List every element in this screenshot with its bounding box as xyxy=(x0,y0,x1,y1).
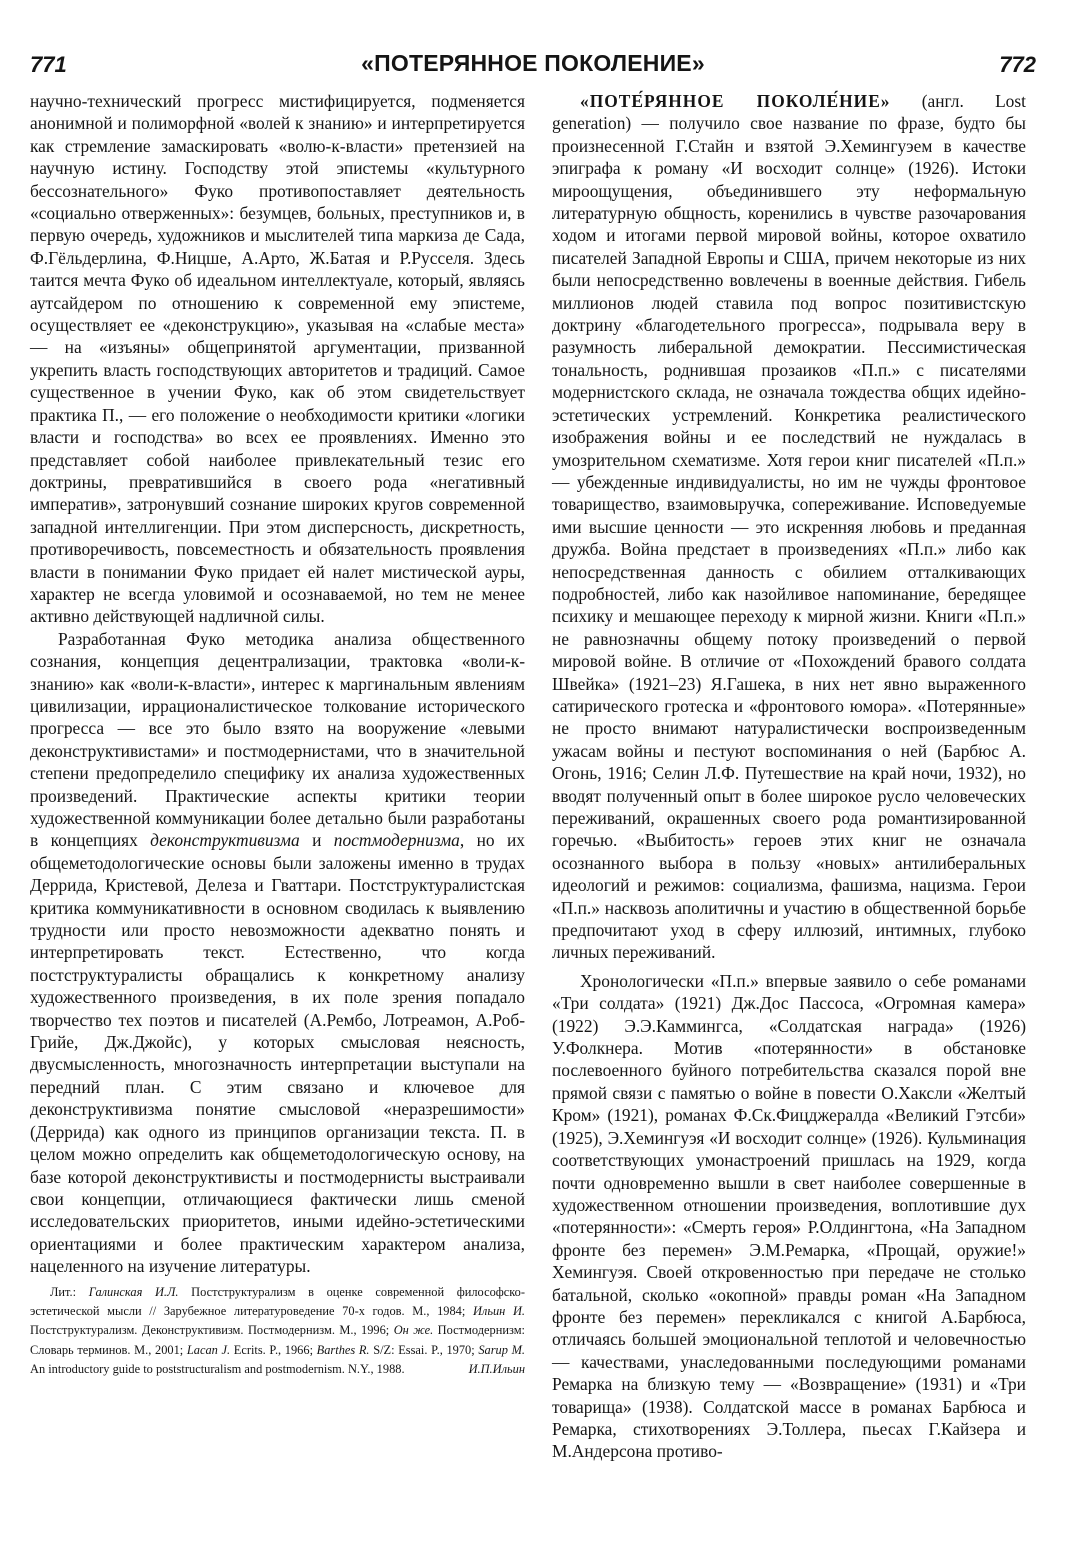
paragraph-text: Разработанная Фуко методика анализа общественного сознания, концепция децентрализации, трактовка «воли-к-знанию» как «воли-к-власти», интерес к маргинальным явлениям цивилизации, иррационалистическое толкование исторического прогресса — все это было взято на вооружение «левыми деконструктивистами» и постмодернистами, что в значительной степени предопределило специфику их анализа художественных произведений. Практические аспекты критики теории художественной коммуникации более детально были разработаны в концепциях xyxy=(30,628,525,851)
entry-headword: «ПОТЕ́РЯННОЕ ПОКОЛЕ́НИЕ» xyxy=(580,91,891,111)
left-column xyxy=(30,90,525,1380)
bib-author: Галинская И.Л. xyxy=(88,1284,179,1299)
bib-author: Lacan J. xyxy=(186,1342,231,1357)
bib-author: Он же. xyxy=(393,1323,434,1338)
bib-author: Ильин И. xyxy=(472,1303,525,1318)
paragraph-foucault-method xyxy=(30,628,525,1278)
bibliography xyxy=(30,1283,525,1380)
bib-title: Постмодернизм: Словарь терминов. М., 2001; xyxy=(30,1323,525,1357)
bib-title: S/Z: Essai. P., 1970; xyxy=(369,1342,479,1357)
article-author: И.П.Ильин xyxy=(468,1362,525,1377)
bib-title: Постструктурализм в оценке современной философско-эстетической мысли // Зарубежное литературоведение 70-х годов. М., 1984; xyxy=(30,1284,525,1318)
right-column xyxy=(552,90,1026,1463)
entry-paragraph-chronology: Хронологически «П.п.» впервые заявило о себе романами «Три солдата» (1921) Дж.Дос Пассоса, «Огромная камера» (1922) Э.Э.Каммингса, «Солдатская награда» (1926) У.Фолкнера. Мотив «потерянности» в обстановке послевоенного буйного потребительства сказался порой вне прямой связи с памятью о войне в повести О.Хаксли «Желтый Кром» (1921), романах Ф.Ск.Фицджералда «Великий Гэтсби» (1925), Э.Хемингуэя «И восходит солнце» (1926). Кульминация соответствующих умонастроений пришлась на 1929, когда почти одновременно вышли в свет наиболее совершенные в художественном отношении произведения, воплотившие дух «потерянности»: «Смерть героя» Р.Олдингтона, «На Западном фронте без перемен» Э.М.Ремарка, «Прощай, оружие!» Хемингуэя. Своей откровенностью при передаче не столько батальной, сколько «окопной» правды роман «На Западном фронте без перемен» перекликался с книгой А.Барбюса, отличаясь большей эмоциональной теплотой и человечностью — качествами, унаследованными последующими романами Ремарка на близкую тему — «Возвращение» (1931) и «Три товарища» (1938). Солдатской массе в романах Барбюса и Ремарка, стихотворениях Э.Толлера, пьесах Г.Кайзера и М.Андерсона противо- xyxy=(552,970,1026,1462)
bib-title: An introductory guide to poststructuralism and postmodernism. N.Y., 1988. xyxy=(30,1362,405,1377)
right-page-number: 772 xyxy=(999,52,1036,77)
paragraph-text: и xyxy=(299,830,334,851)
bib-title: Постструктурализм. Деконструктивизм. Постмодернизм. М., 1996; xyxy=(30,1323,394,1338)
running-title: «ПОТЕРЯННОЕ ПОКОЛЕНИЕ» xyxy=(361,50,705,76)
running-header xyxy=(30,46,1036,86)
paragraph-text: , но их общеметодологические основы были заложены именно в трудах Деррида, Кристевой, Делеза и Гваттари. Постструктуралистская критика коммуникативности в основном сводилась к выявлению трудности или просто невозможности адекватно понять и интерпретировать текст. Естественно, что когда постструктуралисты обращались к конкретному анализу художественного произведения, в их поле зрения попадало творчество тех поэтов и писателей (А.Рембо, Лотреамон, А.Роб-Грийе, Дж.Джойс), у которых смысловая неясность, двусмысленность, многозначность интерпретации выступали на передний план. С этим связано и ключевое для деконструктивизма понятие смысловой «неразрешимости» (Деррида) как одного из принципов организации текста. П. в целом можно определить как общеметодологическую основу, на базе которой деконструктивисты и постмодернисты выстраивали свои концепции, отличающиеся фактически лишь сменой исследовательских приоритетов, иными идейно-эстетическими ориентациями и более практическим характером анализа, нацеленного на изучение литературы. xyxy=(30,830,525,1277)
left-page-number: 771 xyxy=(30,52,67,77)
bib-title: Ecrits. P., 1966; xyxy=(230,1342,317,1357)
paragraph-text: (англ. Lost generation) — получило свое название по фразе, будто бы произнесенной Г.Стайн и взятой Э.Хемингуэем в качестве эпиграфа к роману «И восходит солнце» (1926). Истоки мироощущения, объединившего эту неформальную литературную общность, коренились в чувстве разочарования ходом и итогами первой мировой войны, которое охватило писателей Западной Европы и США, причем некоторые из них были непосредственно вовлечены в военные действия. Гибель миллионов людей ставила под вопрос позитивистскую доктрину «благодетельного прогресса», подрывала веру в разумность либеральной демократии. Пессимистическая тональность, роднившая прозаиков «П.п.» с писателями модернистского склада, не означала тождества общих идейно-эстетических устремлений. Конкретика реалистического изображения войны и ее последствий не нуждалась в умозрительном схематизме. Хотя герои книг писателей «П.п.» — убежденные индивидуалисты, но им не чужды фронтовое товарищество, взаимовыручка, сопереживание. Исповедуемые ими высшие ценности — это искренняя любовь и преданная дружба. Война предстает в произведениях «П.п.» либо как непосредственная данность с обилием отталкивающих подробностей, либо как назойливое напоминание, бередящее психику и мешающее переходу к мирной жизни. Книги «П.п.» не равнозначны общему потоку произведений о первой мировой войне. В отличие от «Похождений бравого солдата Швейка» (1921–23) Я.Гашека, в них нет явно выраженного сатирического гротеска и «фронтового юмора». «Потерянные» не просто внимают натуралистически воспроизведенным ужасам войны и пестуют воспоминания о ней (Барбюс А. Огонь, 1916; Селин Л.Ф. Путешествие на край ночи, 1932), но вводят полученный опыт в более широкое русло человеческих переживаний, окрашенных своего рода романтизированной горечью. «Выбитость» героев этих книг не означала осознанного выбора в пользу «новых» антилиберальных идеологий и режимов: социализма, фашизма, нацизма. Герои «П.п.» насквозь аполитичны и участию в общественной борьбе предпочитают уход в сферу иллюзий, интимных, глубоко личных переживаний. xyxy=(552,91,1026,963)
paragraph-continuation: научно-технический прогресс мистифицируется, подменяется анонимной и полиморфной «волей к знанию» и интерпретируется как стремление замаскировать «волю-к-власти» претензией на научную истину. Господству этой эпистемы «культурного бессознательного» Фуко противопоставляет деятельность «социально отверженных»: безумцев, больных, преступников и, в первую очередь, художников и мыслителей типа маркиза де Сада, Ф.Гёльдерлина, Ф.Ницше, А.Арто, Ж.Батая и Р.Русселя. Здесь таится мечта Фуко об идеальном интеллектуале, который, являясь аутсайдером по отношению к современной ему эпистеме, осуществляет ее «деконструкцию», указывая на «слабые места» — на «изъяны» общепринятой аргументации, призванной укрепить власть господствующих авторитетов и традиций. Самое существенное в учении Фуко, как об этом свидетельствует практика П., — его положение о необходимости критики «логики власти и господства» во всех ее проявлениях. Именно это представляет собой наиболее привлекательный тезис его доктрины, превратившийся в своего рода «негативный императив», затронувший сознание широких кругов современной западной интеллигенции. При этом дисперсность, дискретность, противоречивость, повсеместность и обязательность проявления власти в понимании Фуко придает ей налет мистической ауры, характер не всегда уловимой и осознаваемой, но тем не менее активно действующей надличной силы. xyxy=(30,91,525,627)
term-link-deconstructivism[interactable]: деконструктивизма xyxy=(150,830,300,851)
bib-author: Sarup M. xyxy=(478,1342,526,1357)
entry-paragraph-intro xyxy=(552,90,1026,964)
term-link-postmodernism[interactable]: постмодернизма xyxy=(333,830,460,851)
bibliography-label: Лит.: xyxy=(50,1284,89,1299)
bib-author: Barthes R. xyxy=(316,1342,370,1357)
